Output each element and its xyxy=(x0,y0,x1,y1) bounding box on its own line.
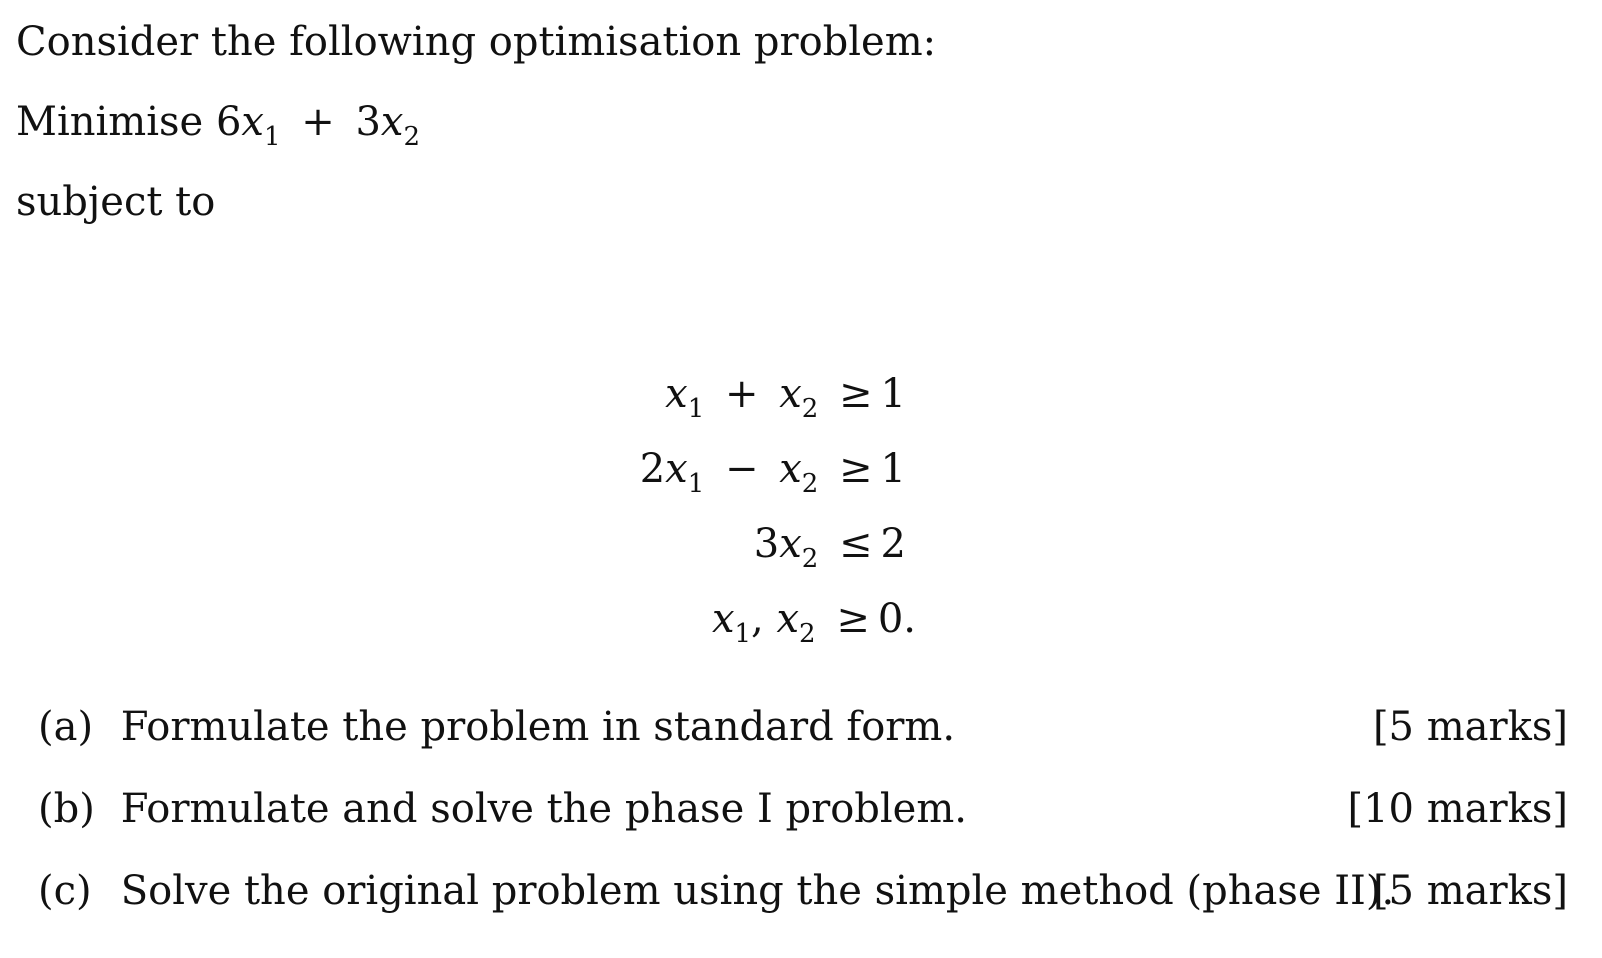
objective-term1: $6x_1$ xyxy=(215,99,281,152)
objective-term2: $3x_2$ xyxy=(355,99,421,152)
part-label: (c) xyxy=(38,868,92,914)
intro-text: Consider the following optimisation problem: xyxy=(16,19,937,65)
part-text: Formulate the problem in standard form. xyxy=(120,704,956,750)
constraint-4: $x_1$, $x_2 \ge 0$. xyxy=(711,596,916,649)
part-text: Formulate and solve the phase I problem. xyxy=(120,786,967,832)
constraint-2: $2x_1 - x_2 \ge 1$ xyxy=(639,446,906,499)
part-marks: [10 marks] xyxy=(1347,786,1568,832)
objective-operator: + xyxy=(301,99,335,145)
constraint-1: $x_1 + x_2 \ge 1$ xyxy=(665,371,906,424)
part-label: (a) xyxy=(38,704,94,750)
objective-line xyxy=(16,98,420,151)
part-label: (b) xyxy=(38,786,95,832)
part-text: Solve the original problem using the simple method (phase II). xyxy=(120,868,1395,914)
question-part-b xyxy=(38,782,1568,836)
constraint-3: $3x_2 \le 2$ xyxy=(753,521,906,574)
subject-to-text: subject to xyxy=(16,179,216,225)
question-part-c xyxy=(38,864,1568,918)
part-marks: [5 marks] xyxy=(1372,704,1568,750)
part-marks: [5 marks] xyxy=(1372,868,1568,914)
objective-prefix: Minimise xyxy=(16,99,204,145)
question-part-a xyxy=(38,700,1568,754)
